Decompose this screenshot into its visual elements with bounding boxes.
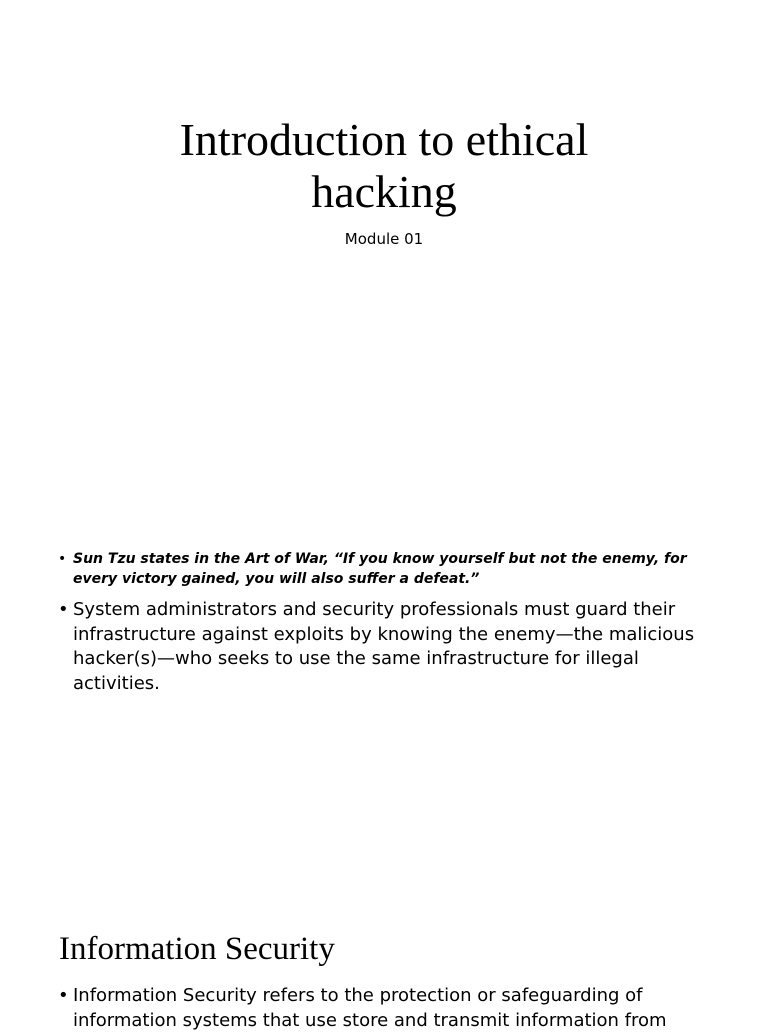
quote-text: Sun Tzu states in the Art of War, “If you know yourself but not the enemy, for every victory gained, you will also suffer a defeat.” [73,551,687,587]
bullet-icon: • [58,985,69,1006]
slide-title-line-2: hacking [311,166,457,217]
bullet-icon: • [58,551,67,567]
list-item-quote [0,549,768,589]
slide-title-line-1: Introduction to ethical [179,114,589,165]
info-security-slide [0,924,768,1031]
slide-title [0,114,768,218]
bullet-list [0,549,768,696]
body-text: System administrators and security professionals must guard their infrastructure against exploits by knowing the enemy—the malicious hacker(s)—who seeks to use the same infrastructure for illegal activities. [73,599,695,694]
bullet-icon: • [58,599,69,620]
list-item-body [0,598,768,696]
slide-subtitle: Module 01 [344,230,424,248]
title-slide [0,0,768,300]
body-text: Information Security refers to the protection or safeguarding of information systems that use store and transmit information from [73,985,667,1031]
quote-slide [0,549,768,709]
section-heading: Information Security [59,931,335,967]
list-item-body [0,984,768,1033]
bullet-list [0,984,768,1033]
